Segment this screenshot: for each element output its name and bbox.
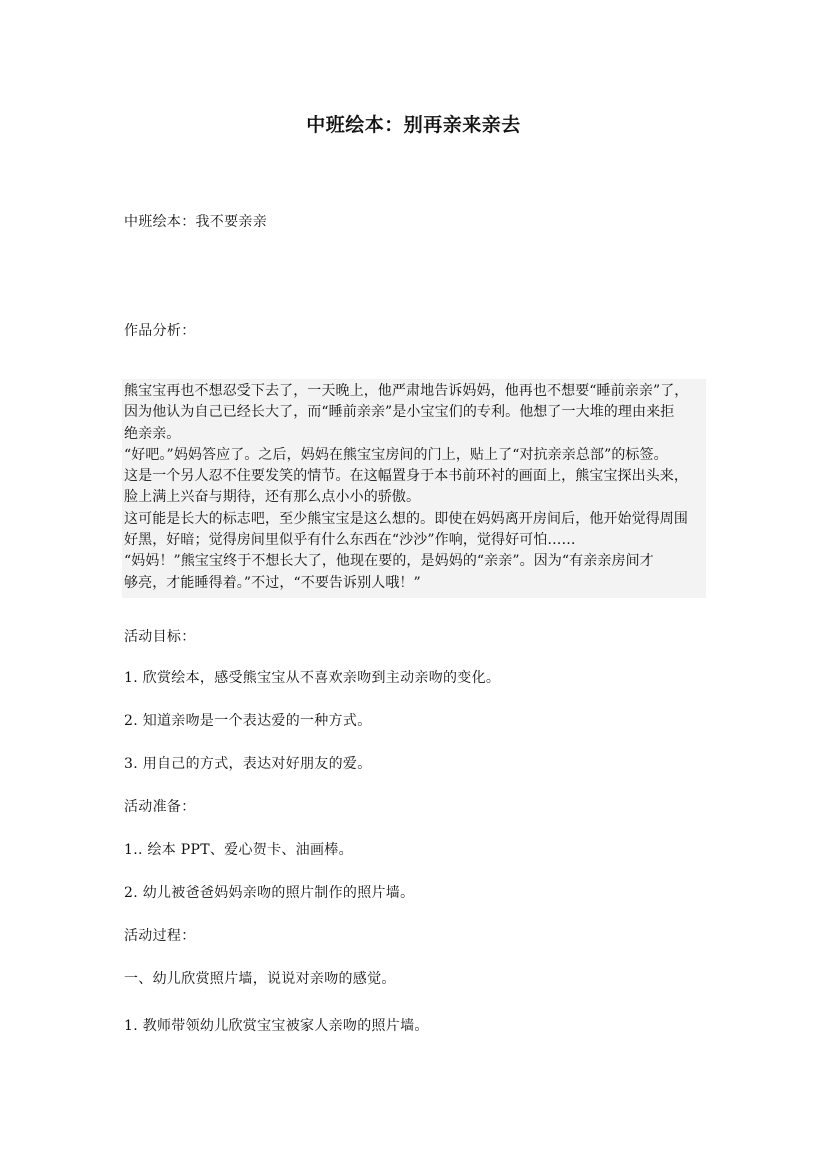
analysis-line: “妈妈！”熊宝宝终于不想长大了，他现在要的，是妈妈的“亲亲”。因为“有亲亲房间才 [124, 553, 654, 570]
analysis-line: “好吧。”妈妈答应了。之后，妈妈在熊宝宝房间的门上，贴上了“对抗亲亲总部”的标签。 [124, 446, 668, 463]
analysis-line: 好黑，好暗；觉得房间里似乎有什么东西在“沙沙”作响，觉得好可怕…… [124, 532, 576, 549]
analysis-quote-block [122, 379, 706, 598]
analysis-line: 够亮，才能睡得着。”不过，“不要告诉别人哦！” [124, 574, 421, 591]
analysis-line: 因为他认为自己已经长大了，而“睡前亲亲”是小宝宝们的专利。他想了一大堆的理由来拒 [124, 404, 675, 421]
goal-item: 1. 欣赏绘本，感受熊宝宝从不喜欢亲吻到主动亲吻的变化。 [124, 670, 501, 686]
prep-item: 1.. 绘本 PPT、爱心贺卡、油画棒。 [124, 842, 353, 858]
document-title: 中班绘本：别再亲来亲去 [306, 114, 521, 136]
analysis-line: 绝亲亲。 [124, 425, 181, 442]
prep-item: 2. 幼儿被爸爸妈妈亲吻的照片制作的照片墙。 [124, 885, 415, 901]
analysis-line: 脸上满上兴奋与期待，还有那么点小小的骄傲。 [124, 489, 421, 506]
process-heading: 活动过程： [124, 928, 196, 944]
process-item: 一、幼儿欣赏照片墙，说说对亲吻的感觉。 [124, 971, 396, 987]
process-item: 1. 教师带领幼儿欣赏宝宝被家人亲吻的照片墙。 [124, 1018, 429, 1034]
prep-heading: 活动准备： [124, 799, 196, 815]
analysis-heading: 作品分析： [124, 323, 196, 339]
analysis-line: 这是一个另人忍不住要发笑的情节。在这幅置身于本书前环衬的画面上，熊宝宝探出头来， [124, 468, 688, 485]
goals-heading: 活动目标： [124, 629, 196, 645]
subtitle: 中班绘本：我不要亲亲 [124, 214, 267, 230]
goal-item: 3. 用自己的方式，表达对好朋友的爱。 [124, 756, 372, 772]
goal-item: 2. 知道亲吻是一个表达爱的一种方式。 [124, 713, 372, 729]
analysis-line: 熊宝宝再也不想忍受下去了，一天晚上，他严肃地告诉妈妈，他再也不想要“睡前亲亲”了， [124, 383, 689, 399]
analysis-line: 这可能是长大的标志吧，至少熊宝宝是这么想的。即使在妈妈离开房间后，他开始觉得周围 [124, 510, 688, 527]
